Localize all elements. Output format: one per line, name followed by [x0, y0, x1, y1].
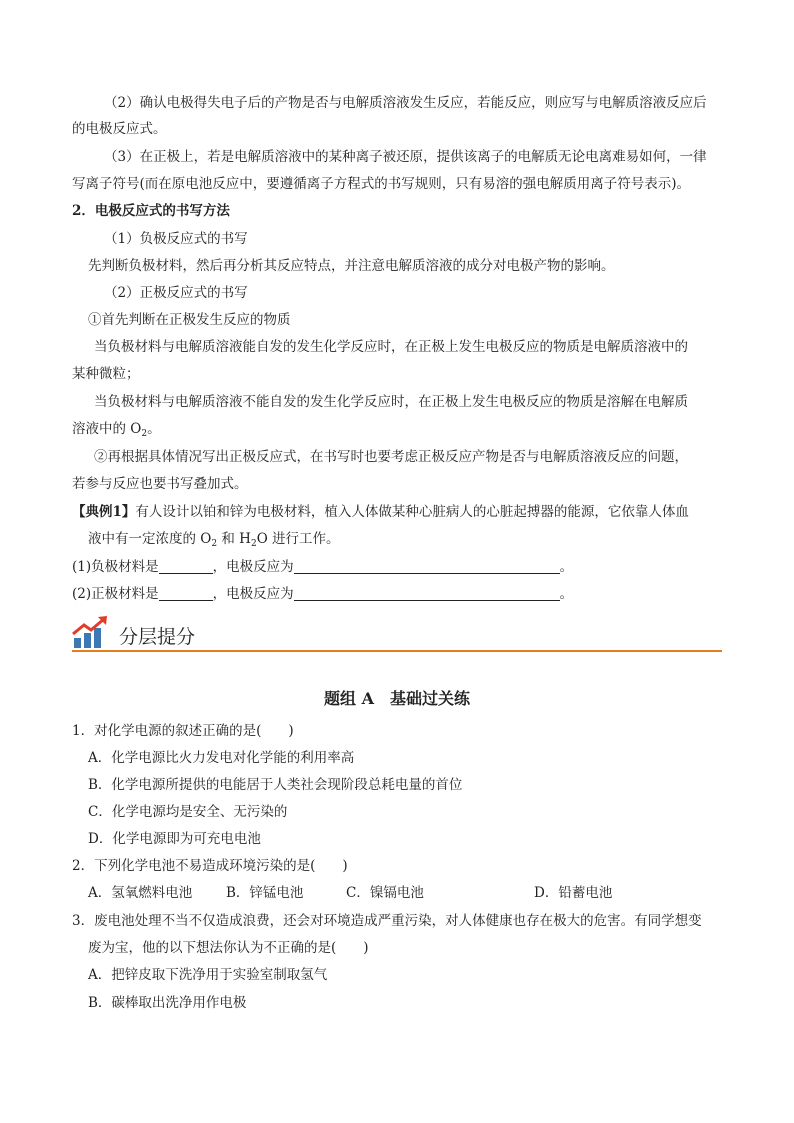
answer-blank-positive-reaction[interactable] [294, 586, 560, 601]
example-line1: 【典例1】有人设计以铂和锌为电极材料，植入人体做某种心脏病人的心脏起搏器的能源，它依靠人体血 [72, 504, 689, 520]
case2-line1: 当负极材料与电解质溶液不能自发的发生化学反应时，在正极上发生电极反应的物质是溶解在电解质 [94, 394, 688, 410]
example-question-2: (2)正极材料是 ，电极反应为 。 [72, 586, 574, 602]
group-title: 题组 A 基础过关练 [324, 689, 470, 708]
positive-electrode-title: （2）正极反应式的书写 [104, 285, 248, 301]
section-title: 分层提分 [119, 626, 196, 648]
case2-line2: 溶液中的 $O_2$。 [72, 421, 161, 439]
intro-p2-line2: 的电极反应式。 [72, 121, 167, 137]
step2-line2: 若参与反应也要书写叠加式。 [72, 476, 248, 492]
case1-line2: 某种微粒； [72, 366, 140, 382]
example-label: 【典例1】 [72, 504, 136, 520]
section-divider [72, 650, 722, 652]
intro-p3-line2: 写离子符号(而在原电池反应中，要遵循离子方程式的书写规则，只有易溶的强电解质用离子符号表示)。 [72, 176, 691, 192]
section-header [72, 612, 722, 654]
question-2-option-d[interactable]: D．铅蓄电池 [534, 885, 613, 901]
chart-up-arrow-icon [72, 616, 112, 650]
question-3-stem-line1: 3．废电池处理不当不仅造成浪费，还会对环境造成严重污染，对人体健康也存在极大的危害。有同学想变 [72, 913, 702, 929]
step1-text: ①首先判断在正极发生反应的物质 [88, 312, 291, 328]
case1-line1: 当负极材料与电解质溶液能自发的发生化学反应时，在正极上发生电极反应的物质是电解质溶液中的 [94, 339, 688, 355]
negative-electrode-text: 先判断负极材料，然后再分析其反应特点，并注意电解质溶液的成分对电极产物的影响。 [88, 258, 615, 274]
method-heading: 2．电极反应式的书写方法 [72, 203, 230, 219]
question-2-option-c[interactable]: C．镍镉电池 [346, 885, 424, 901]
intro-p2-line1: （2）确认电极得失电子后的产物是否与电解质溶液发生反应，若能反应，则应写与电解质溶液反应后 [104, 95, 707, 111]
answer-blank-positive-material[interactable] [159, 586, 213, 601]
answer-blank-negative-reaction[interactable] [294, 559, 560, 574]
intro-p3-line1: （3）在正极上，若是电解质溶液中的某种离子被还原，提供该离子的电解质无论电离难易如何，一律 [104, 149, 707, 165]
question-3-option-a[interactable]: A．把锌皮取下洗净用于实验室制取氢气 [88, 967, 328, 983]
example-line2: 液中有一定浓度的 $O_2$ 和 $H_2O$ 进行工作。 [88, 531, 340, 549]
question-2-stem: 2．下列化学电池不易造成环境污染的是( ) [72, 858, 348, 874]
step2-line1: ②再根据具体情况写出正极反应式，在书写时也要考虑正极反应产物是否与电解质溶液反应的问题， [94, 449, 688, 465]
answer-blank-negative-material[interactable] [159, 559, 213, 574]
question-1-option-a[interactable]: A．化学电源比火力发电对化学能的利用率高 [88, 750, 355, 766]
question-1-option-c[interactable]: C．化学电源均是安全、无污染的 [88, 804, 288, 820]
question-1-stem: 1．对化学电源的叙述正确的是( ) [72, 723, 294, 739]
question-1-option-d[interactable]: D．化学电源即为可充电电池 [88, 831, 261, 847]
question-1-option-b[interactable]: B．化学电源所提供的电能居于人类社会现阶段总耗电量的首位 [88, 777, 463, 793]
question-2-option-a[interactable]: A．氢氧燃料电池 [88, 885, 193, 901]
negative-electrode-title: （1）负极反应式的书写 [104, 231, 248, 247]
example-question-1: (1)负极材料是 ，电极反应为 。 [72, 559, 574, 575]
question-3-stem-line2: 废为宝，他的以下想法你认为不正确的是( ) [88, 940, 369, 956]
question-2-option-b[interactable]: B．锌锰电池 [226, 885, 304, 901]
question-3-option-b[interactable]: B．碳棒取出洗净用作电极 [88, 995, 247, 1011]
